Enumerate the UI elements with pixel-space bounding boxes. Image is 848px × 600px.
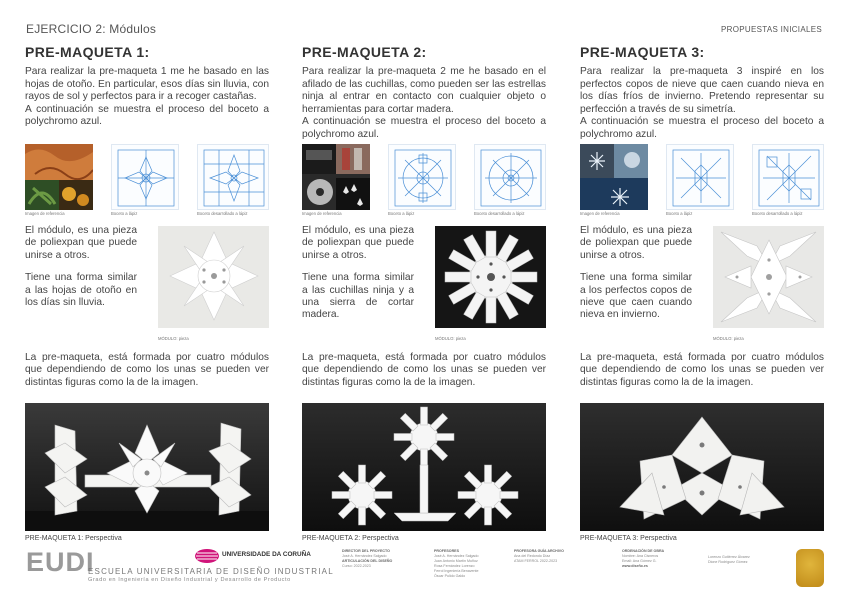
composition-text: La pre-maqueta, está formada por cuatro módulos que dependiendo de como los unas se pueden ver distintas figuras como la de la imagen. <box>580 352 824 388</box>
perspective-caption: PRE-MAQUETA 1: Perspectiva <box>25 535 122 542</box>
perspective-caption: PRE-MAQUETA 3: Perspectiva <box>580 535 677 542</box>
page-title: EJERCICIO 2: Módulos <box>26 22 157 36</box>
thumbnail-caption: Boceto a lápiz <box>111 211 138 216</box>
module-paragraph: Tiene una forma similar a los perfectos copos de nieve que caen cuando nieva en invierno. <box>580 272 692 321</box>
process-thumbnails <box>580 144 824 218</box>
module-description <box>25 225 137 309</box>
column-title: PRE-MAQUETA 1: <box>25 44 150 60</box>
footer-block-label: PROFESORES <box>434 549 459 553</box>
footer-block-line: Juan Antonio Martín Muñoz <box>434 559 478 563</box>
reference-image <box>302 144 370 216</box>
footer-block-line: Email: Ana Gómez G. <box>622 559 657 563</box>
column-title: PRE-MAQUETA 3: <box>580 44 705 60</box>
developed-sketch-image <box>197 144 269 216</box>
module-photo <box>435 226 546 328</box>
university-name: UNIVERSIDADE DA CORUÑA <box>222 551 311 558</box>
sketch-image <box>388 144 456 216</box>
column-pre-maqueta-3 <box>580 44 824 542</box>
footer-block-line: Nombre: Ana Cisneros <box>622 554 659 558</box>
footer-block <box>622 549 664 569</box>
reference-image <box>580 144 648 216</box>
module-caption: MÓDULO: pieza <box>158 336 189 341</box>
sketch-image <box>111 144 179 216</box>
perspective-caption: PRE-MAQUETA 2: Perspectiva <box>302 535 399 542</box>
module-caption: MÓDULO: pieza <box>435 336 466 341</box>
footer <box>26 545 826 595</box>
footer-block-line: Rosa Fernández Lorenzo <box>434 564 475 568</box>
degree-name: Grado en Ingeniería en Diseño Industrial y Desarrollo de Producto <box>88 577 291 583</box>
composition-text: La pre-maqueta, está formada por cuatro módulos que dependiendo de como los unas se pueden ver distintas figuras como la de la imagen. <box>25 352 269 388</box>
module-paragraph: El módulo, es una pieza de poliexpan que puede unirse a otros. <box>25 225 137 261</box>
footer-block-label: ORDENACIÓN DE OBRA <box>622 549 665 553</box>
footer-block-label: DIRECTOR DEL PROYECTO <box>342 549 390 553</box>
developed-sketch-image <box>474 144 546 216</box>
thumbnail-caption: Imagen de referencia <box>25 211 65 216</box>
footer-block-line: Dione Rodríguez Gómez <box>708 560 748 564</box>
module-description <box>580 225 692 322</box>
intro-paragraph: A continuación se muestra el proceso del boceto a polychromo azul. <box>302 116 546 140</box>
column-pre-maqueta-2 <box>302 44 546 542</box>
footer-block-line: José A. Hernández Salgado <box>434 554 479 558</box>
sketch-image <box>666 144 734 216</box>
intro-text <box>25 66 269 138</box>
footer-block-line: Ana del Redondo Díaz <box>514 554 551 558</box>
perspective-photo <box>302 403 546 531</box>
footer-block <box>708 555 750 565</box>
module-photo <box>158 226 269 328</box>
module-paragraph: El módulo, es una pieza de poliexpan que puede unirse a otros. <box>302 225 414 261</box>
footer-block-line: www.diseño.es <box>622 564 648 568</box>
footer-block-label: PROFESORA GUÍA ARCHIVO <box>514 549 564 553</box>
footer-block <box>514 549 564 564</box>
process-thumbnails <box>25 144 269 218</box>
thumbnail-caption: Boceto desarrollado a lápiz <box>197 211 248 216</box>
thumbnail-caption: Boceto a lápiz <box>666 211 693 216</box>
intro-paragraph: Para realizar la pre-maqueta 3 inspiré en los perfectos copos de nieve que caen cuando nieva en los días fríos de invierno. Pretendo representar su perfección a través de su simetría. <box>580 66 824 115</box>
intro-paragraph: A continuación se muestra el proceso del boceto a polychromo azul. <box>25 103 269 128</box>
process-thumbnails <box>302 144 546 218</box>
section-label: PROPUESTAS INICIALES <box>721 25 822 34</box>
footer-block-line: ATAM FERROL 2022-2023 <box>514 559 558 563</box>
module-paragraph: El módulo, es una pieza de poliexpan que puede unirse a otros. <box>580 225 692 261</box>
module-paragraph: Tiene una forma similar a las hojas de otoño en los días sin lluvia. <box>25 272 137 309</box>
thumbnail-caption: Boceto desarrollado a lápiz <box>752 211 803 216</box>
module-photo <box>713 226 824 328</box>
footer-block <box>434 549 479 579</box>
perspective-photo <box>25 403 269 531</box>
intro-paragraph: Para realizar la pre-maqueta 1 me he basado en las hojas de otoño. En particular, esos días sin lluvia, con rayos de sol y perfectos para ir a recoger castañas. <box>25 66 269 103</box>
thumbnail-caption: Boceto desarrollado a lápiz <box>474 211 525 216</box>
developed-sketch-image <box>752 144 824 216</box>
intro-text <box>580 66 824 138</box>
module-description <box>302 225 414 322</box>
reference-image <box>25 144 93 216</box>
perspective-photo <box>580 403 824 531</box>
intro-text <box>302 66 546 138</box>
column-pre-maqueta-1 <box>25 44 269 542</box>
university-seal-icon <box>796 549 824 587</box>
thumbnail-caption: Boceto a lápiz <box>388 211 415 216</box>
school-name: ESCUELA UNIVERSITARIA DE DISEÑO INDUSTRIAL <box>88 567 334 576</box>
footer-block-line: ARTICULACIÓN DEL DISEÑO <box>342 559 393 563</box>
composition-text: La pre-maqueta, está formada por cuatro módulos que dependiendo de como los unas se pueden ver distintas figuras como la de la imagen. <box>302 352 546 388</box>
footer-block-line: Lorenzo Gutiérrez Álvarez <box>708 555 750 559</box>
footer-block-line: Óscar Pulido Galdo <box>434 574 466 578</box>
eudi-logo: EUDI <box>26 547 95 577</box>
module-caption: MÓDULO: pieza <box>713 336 744 341</box>
footer-block <box>342 549 392 569</box>
column-title: PRE-MAQUETA 2: <box>302 44 427 60</box>
module-paragraph: Tiene una forma similar a las cuchillas ninja y a una sierra de cortar madera. <box>302 272 414 321</box>
intro-paragraph: Para realizar la pre-maqueta 2 me he basado en el afilado de las cuchillas, como pueden ser las estrellas ninja al entrar en contacto con cualquier objeto o herramientas para cortar madera. <box>302 66 546 115</box>
footer-block-line: Curso: 2022-2023 <box>342 564 371 568</box>
intro-paragraph: A continuación se muestra el proceso del boceto a polychromo azul. <box>580 116 824 140</box>
footer-block-line: Ferrol Ingeniería Benavente <box>434 569 479 573</box>
footer-block-line: José A. Hernández Salgado <box>342 554 387 558</box>
thumbnail-caption: Imagen de referencia <box>302 211 342 216</box>
thumbnail-caption: Imagen de referencia <box>580 211 620 216</box>
udc-logo-icon <box>194 548 220 564</box>
